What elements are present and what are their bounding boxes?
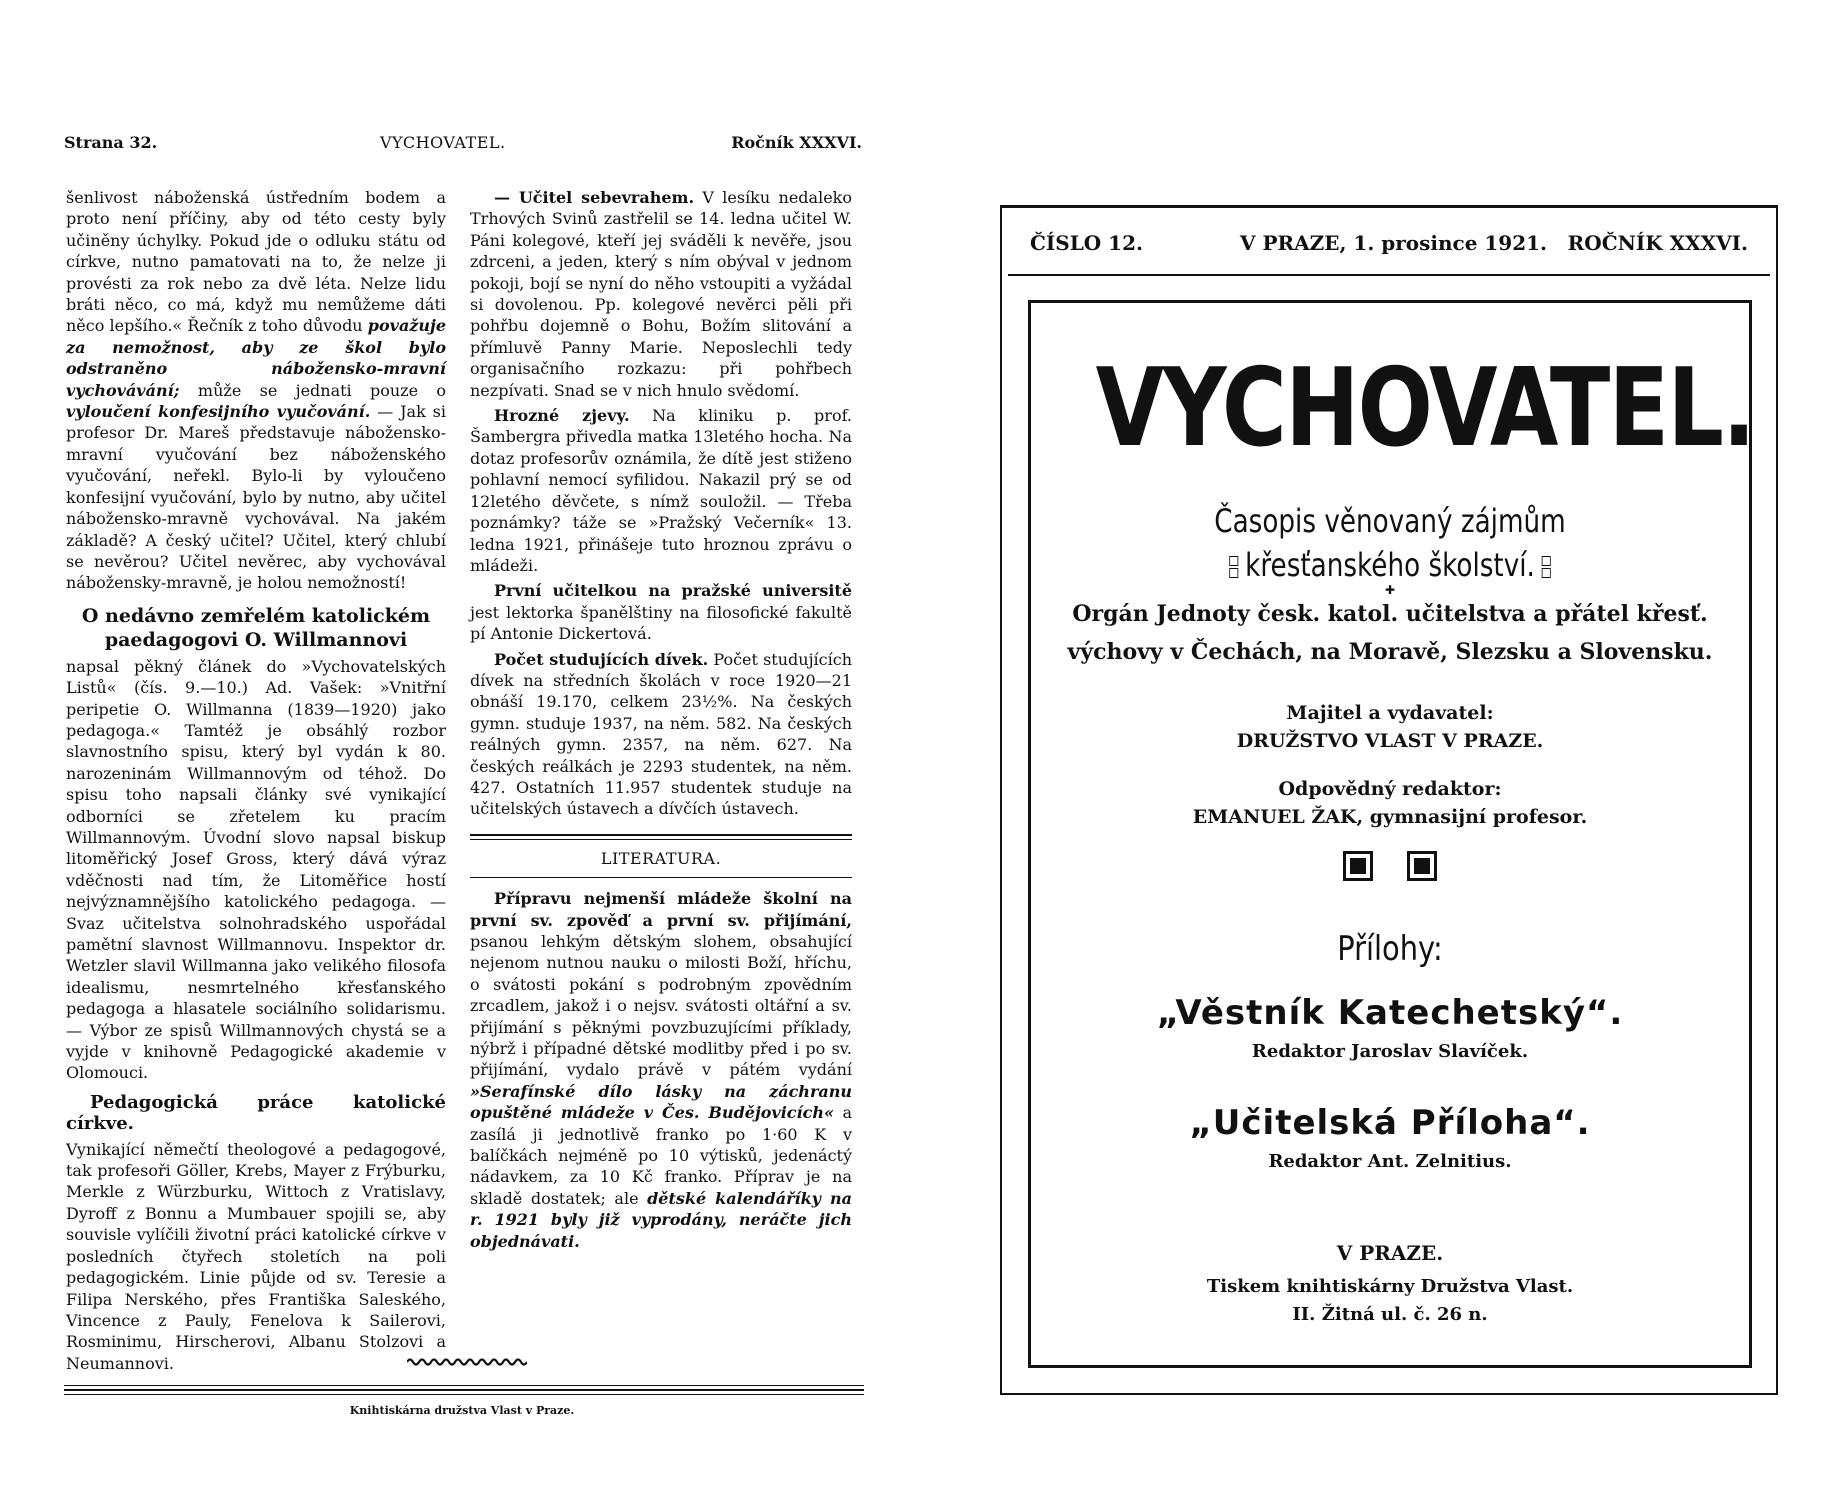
cross-icon: ✚ bbox=[1384, 583, 1396, 597]
supplements-label: Přílohy: bbox=[1337, 929, 1443, 969]
literature-section bbox=[470, 834, 852, 878]
article-paragraph: šenlivost náboženská ústředním bodem a proto není příčiny, aby od této cesty byly učiněny úchylky. Pokud jde o odluku státu od církve, nutno pamatovati na to, že nelze ji provésti za rok nebo za dvě léta. Nelze lidu bráti něco, co má, když mu nemůžeme dáti něco lepšího.« Řečník z toho důvodu považuje za nemožnost, aby ze škol bylo odstraněno nábožensko-mravní vychovávání; může se jednati pouze o vyloučení konfesijního vyučování. — Jak si profesor Dr. Mareš představuje nábožensko-mravní vyučování bez náboženského vyučování, neřekl. Bylo-li by vyloučeno konfesijní vyučování, bylo by nutno, aby učitel nábožensko-mravně vychovával. Na jakém základě? A český učitel? Učitel, který chlubí se nevěrou? Učitel nevěrec, aby vychovával nábožensky-mravně, je holou nemožností! bbox=[66, 188, 447, 593]
supplement-editor: Redaktor Jaroslav Slavíček. bbox=[1251, 1041, 1529, 1062]
publication-place: V PRAZE. bbox=[1336, 1241, 1444, 1265]
left-page bbox=[62, 125, 862, 1445]
section-title: Pedagogická práce katolické církve. bbox=[66, 1091, 446, 1135]
footer-rules bbox=[64, 1385, 864, 1395]
double-square-icon bbox=[1230, 556, 1239, 578]
news-item: První učitelkou na pražské universitě jest lektorka španělštiny na filosofické fakultě pí Antonie Dickertová. bbox=[470, 581, 852, 644]
ornament-divider bbox=[407, 1357, 527, 1367]
running-header bbox=[62, 133, 862, 157]
literature-paragraph: Přípravu nejmenší mládeže školní na první sv. zpověď a první sv. přijímání, psanou lehkým dětským slohem, obsahující nejenom nutnou nauku o milosti Boží, hříchu, o svátosti pokání s podrobným zpovědním zrcadlem, jakož i o nejsv. svátosti oltářní a sv. přijímání s pěknými povzbuzujícími příklady, nýbrž i případné dětské modlitby před i po sv. přijímání, vydalo právě v pátém vydání »Serafínské dílo lásky na záchranu opuštěné mládeže v Čes. Budějovicích« a zasílá ji jednotlivě franko po 1·60 K v balíčkách nejméně po 10 výtisků, jedenáctý nádavkem, za 10 Kč franko. Příprav je na skladě dostatek; ale dětské kalendáříky na r. 1921 byly již vyprodány, neráčte jich objednávati. bbox=[470, 889, 853, 1251]
news-item: Počet studujících dívek. Počet studujících dívek na středních školách v roce 1920—21 obnáší 19.170, celkem 23½%. Na českých gymn. studuje 1937, na něm. 582. Na českých reálných gymn. 2357, na něm. 627. Na českých reálkách je 2293 studentek, na něm. 427. Ostatních 11.957 studentek studuje na učitelských ústavech a dívčích ústavech. bbox=[470, 649, 852, 819]
supplement-title: „Učitelská Příloha“. bbox=[1189, 1103, 1591, 1143]
news-item: — Učitel sebevrahem. V lesíku nedaleko Trhových Svinů zastřelil se 14. ledna učitel W. Páni kolegové, kteří jej sváděli k nevěře, jsou zdrceni, a jeden, který s ním obýval v jednom pokoji, bojí se nyní do něho vstoupiti a vyžádal si dovolenou. Pp. kolegové nevěrci pěli při pohřbu dojemně o Bohu, Božím slitování a přímluvě Panny Marie. Neposlechli tedy organisačního rozkazu: při pohřbech nezpívati. Snad se v nich hnulo svědomí. bbox=[470, 188, 852, 400]
organ-statement: Orgán Jednoty česk. katol. učitelstva a přátel křesť. výchovy v Čechách, na Moravě, Slezsku a Slovensku. bbox=[1067, 601, 1713, 665]
masthead-title: VYCHOVATEL. bbox=[1095, 346, 1755, 471]
cover-inner-frame bbox=[1028, 300, 1755, 1368]
issue-number: ČÍSLO 12. bbox=[1030, 231, 1143, 255]
section-title: O nedávno zemřelém katolickém paedagogovi O. Willmannovi bbox=[81, 604, 431, 651]
volume-label: Ročník XXXVI. bbox=[731, 133, 862, 152]
volume-label: ROČNÍK XXXVI. bbox=[1567, 231, 1748, 255]
left-column bbox=[66, 187, 446, 1374]
square-ornament-icon bbox=[1407, 851, 1437, 881]
article-paragraph: Vynikající němečtí theologové a pedagogové, tak profesoři Göller, Krebs, Mayer z Frýburku, Merkle z Würzburku, Wittoch z Vratislavy, Dyroff z Bonnu a Mumbauer spojili se, aby souvisle vylíčili životní práci katolické církve v posledních čtyřech stoletích na poli pedagogickém. Linie půjde od sv. Teresie a Filipa Nerského, přes Františka Saleského, Vincence z Pauly, Fenelova k Sailerovi, Rosminimu, Hirscherovi, Albanu Stolzovi a Neumannovi. bbox=[66, 1139, 446, 1373]
subtitle: Časopis věnovaný zájmům křesťanského školství. bbox=[1214, 502, 1566, 584]
editor-block: Odpovědný redaktor: EMANUEL ŽAK, gymnasijní profesor. bbox=[1192, 778, 1588, 828]
literature-heading: LITERATURA. bbox=[600, 848, 722, 868]
news-item: Hrozné zjevy. Na kliniku p. prof. Šambergra přivedla matka 13letého hocha. Na dotaz profesorův oznámila, že dítě jest stiženo pohlavní nemocí syfilidou. Nakazil prý se od 12letého děvčete, s nímž souložil. — Třeba poznámky? táže se »Pražský Večerník« 13. ledna 1921, přinášeje tuto hroznou zprávu o mládeži. bbox=[470, 406, 853, 575]
ornament-squares bbox=[1031, 851, 1749, 885]
owner-block: Majitel a vydavatel: DRUŽSTVO VLAST V PRAZE. bbox=[1236, 702, 1544, 752]
double-square-icon bbox=[1541, 556, 1550, 578]
printer-imprint: Knihtiskárna družstva Vlast v Praze. bbox=[349, 1404, 575, 1417]
supplement-editor: Redaktor Ant. Zelnitius. bbox=[1268, 1151, 1512, 1172]
divider bbox=[470, 834, 852, 836]
article-paragraph: napsal pěkný článek do »Vychovatelských Listů« (čís. 9.—10.) Ad. Vašek: »Vnitřní peripetie O. Willmanna (1839—1920) jako pedagoga.« Tamtéž je obsáhlý rozbor slavnostního spisu, který byl vydán k 80. narozeninám Willmannovým od téhož. Do spisu toho napsali články své vynikající odborníci se zřetelem ku pracím Willmannovým. Úvodní slovo napsal biskup litoměřický Josef Gross, který dává výraz vděčnosti nad tím, že Litoměřice hostí nejvýznamnějšího katolického pedagoga. — Svaz učitelstva solnohradského uspořádal pamětní slavnost Willmannovu. Inspektor dr. Wetzler slavil Willmanna jako velikého filosofa idealismu, nesmrtelného křesťanského pedagoga a hlasatele sociálního solidarismu. — Výbor ze spisů Willmannových chystá se a vyjde v knihovně Pedagogické akademie v Olomouci. bbox=[66, 656, 446, 1083]
printer-info: Tiskem knihtiskárny Družstva Vlast. II. Žitná ul. č. 26 n. bbox=[1206, 1276, 1574, 1325]
issue-date: V PRAZE, 1. prosince 1921. bbox=[1240, 231, 1548, 255]
running-title: VYCHOVATEL. bbox=[380, 133, 506, 152]
right-column bbox=[470, 187, 852, 1252]
page-number: Strana 32. bbox=[64, 133, 158, 152]
header-rule bbox=[1008, 274, 1770, 276]
square-ornament-icon bbox=[1343, 851, 1373, 881]
cover-header bbox=[1030, 231, 1748, 261]
cover-page bbox=[1000, 205, 1778, 1395]
supplement-title: „Věstník Katechetský“. bbox=[1156, 993, 1624, 1033]
divider bbox=[470, 877, 852, 878]
